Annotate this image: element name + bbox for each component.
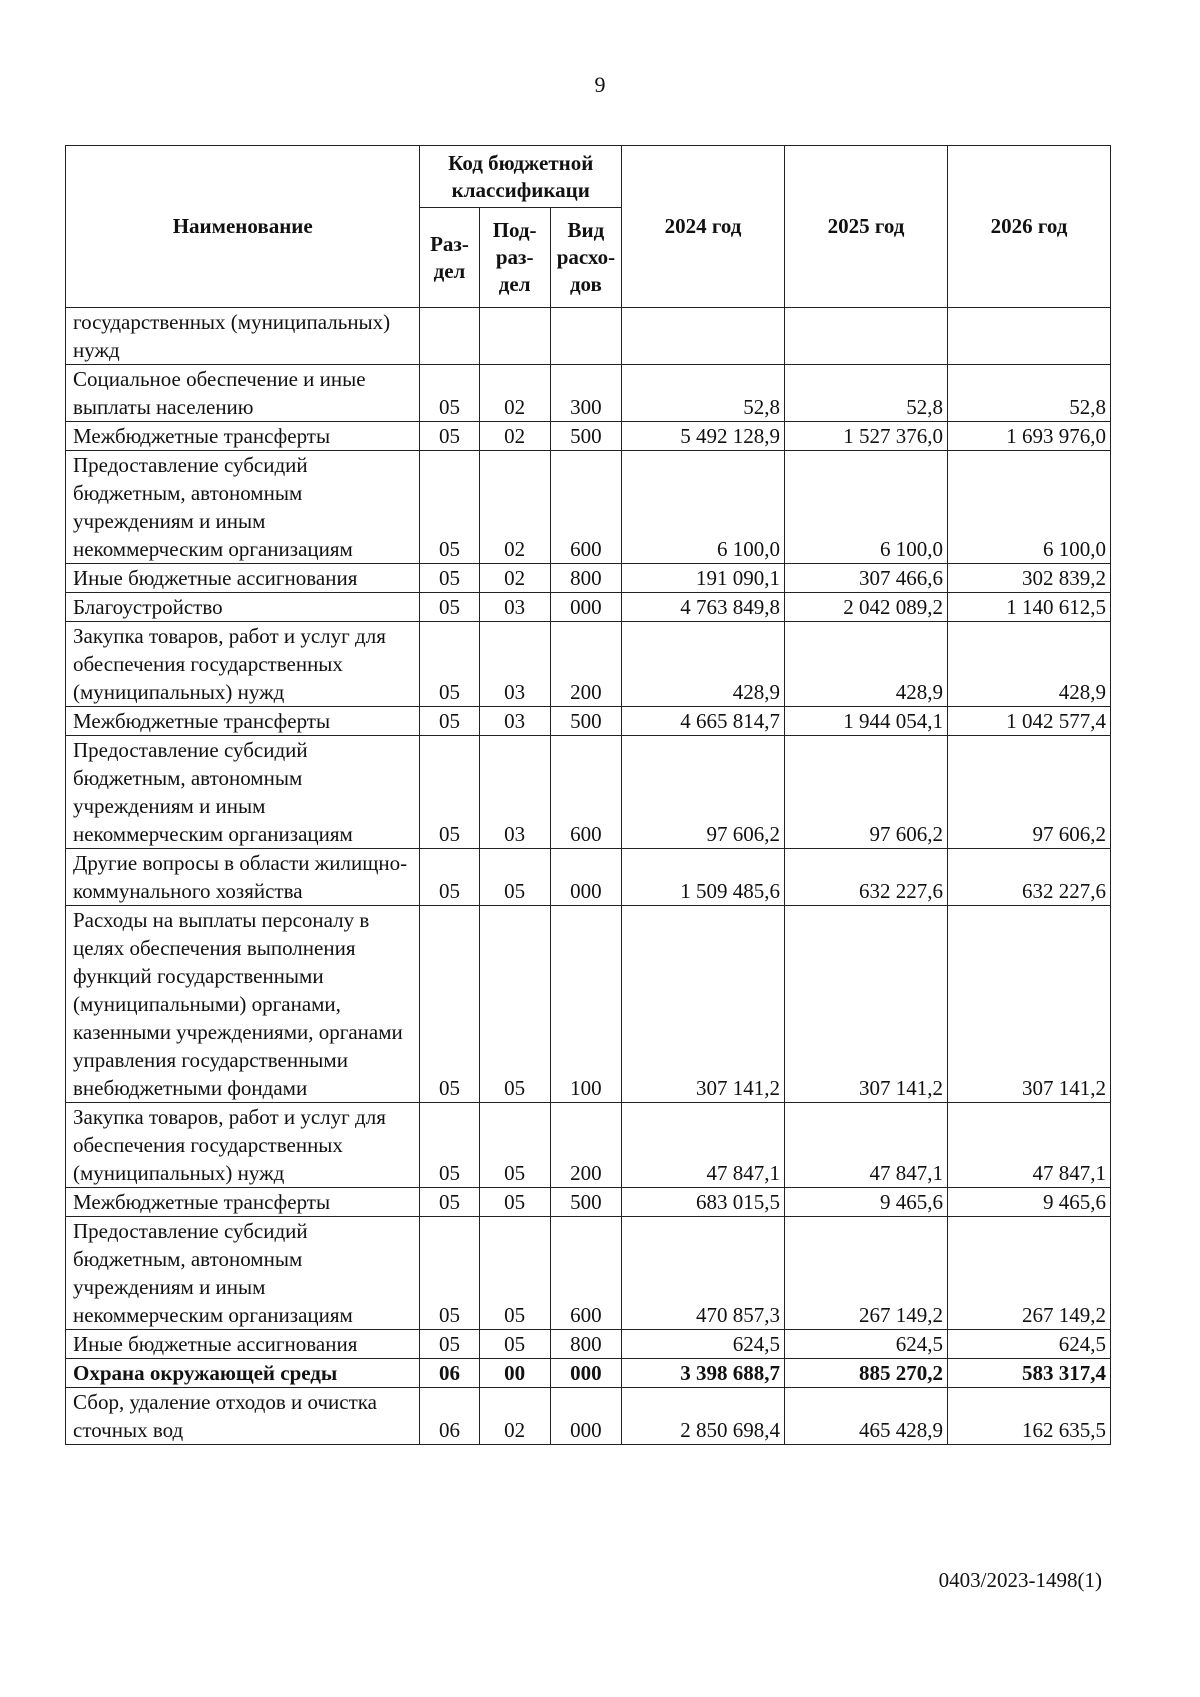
table-row [66,365,1111,422]
row-razdel: 05 [420,422,479,451]
row-vid: 100 [550,906,621,1103]
row-podrazdel: 05 [479,1188,550,1217]
row-2026 [947,308,1110,365]
row-2025 [785,308,948,365]
row-podrazdel: 05 [479,1103,550,1188]
row-2025: 97 606,2 [785,736,948,849]
table-row [66,308,1111,365]
row-2025: 6 100,0 [785,451,948,564]
header-2024: 2024 год [622,146,785,308]
table-row [66,1330,1111,1359]
row-2024: 52,8 [622,365,785,422]
header-2025: 2025 год [785,146,948,308]
row-razdel: 05 [420,622,479,707]
row-vid: 200 [550,1103,621,1188]
row-2024: 4 665 814,7 [622,707,785,736]
header-podrazdel: Под-раз-дел [479,208,550,308]
row-2024: 683 015,5 [622,1188,785,1217]
row-2026: 47 847,1 [947,1103,1110,1188]
row-name: Закупка товаров, работ и услуг для обеспечения государственных (муниципальных) нужд [66,1103,420,1188]
header-2026: 2026 год [947,146,1110,308]
header-code-group: Код бюджетной классификаци [420,146,622,208]
row-vid: 500 [550,1188,621,1217]
row-razdel: 05 [420,906,479,1103]
row-name: Другие вопросы в области жилищно-коммунального хозяйства [66,849,420,906]
row-podrazdel: 03 [479,593,550,622]
row-2026: 52,8 [947,365,1110,422]
row-2026: 97 606,2 [947,736,1110,849]
row-2024 [622,308,785,365]
row-podrazdel: 02 [479,422,550,451]
row-name: Иные бюджетные ассигнования [66,564,420,593]
row-podrazdel: 02 [479,365,550,422]
row-2024: 624,5 [622,1330,785,1359]
row-vid: 600 [550,451,621,564]
table-row [66,1388,1111,1445]
table-row [66,451,1111,564]
row-2025: 267 149,2 [785,1217,948,1330]
row-2024: 428,9 [622,622,785,707]
row-2025: 465 428,9 [785,1388,948,1445]
row-razdel: 05 [420,736,479,849]
document-id: 0403/2023-1498(1) [938,1568,1102,1592]
row-vid: 300 [550,365,621,422]
row-name: Охрана окружающей среды [66,1359,420,1388]
row-razdel: 05 [420,1188,479,1217]
row-vid: 000 [550,1388,621,1445]
row-2025: 885 270,2 [785,1359,948,1388]
row-2026: 583 317,4 [947,1359,1110,1388]
table-row [66,1217,1111,1330]
row-podrazdel: 03 [479,622,550,707]
row-2024: 47 847,1 [622,1103,785,1188]
row-2024: 191 090,1 [622,564,785,593]
page-number: 9 [594,72,606,97]
row-podrazdel [479,308,550,365]
row-2025: 1 944 054,1 [785,707,948,736]
row-2026: 307 141,2 [947,906,1110,1103]
row-name: Иные бюджетные ассигнования [66,1330,420,1359]
table-row [66,422,1111,451]
row-2024: 1 509 485,6 [622,849,785,906]
row-2025: 307 466,6 [785,564,948,593]
row-vid [550,308,621,365]
row-2024: 97 606,2 [622,736,785,849]
row-podrazdel: 02 [479,564,550,593]
row-2025: 1 527 376,0 [785,422,948,451]
table-row [66,593,1111,622]
row-2024: 6 100,0 [622,451,785,564]
table-row [66,622,1111,707]
row-vid: 600 [550,1217,621,1330]
header-vid: Вид расхо-дов [550,208,621,308]
table-body [66,308,1111,1445]
row-vid: 800 [550,1330,621,1359]
row-name: государственных (муниципальных) нужд [66,308,420,365]
row-podrazdel: 05 [479,1217,550,1330]
row-2026: 632 227,6 [947,849,1110,906]
row-2024: 470 857,3 [622,1217,785,1330]
row-podrazdel: 05 [479,1330,550,1359]
row-2024: 2 850 698,4 [622,1388,785,1445]
row-razdel [420,308,479,365]
row-vid: 500 [550,707,621,736]
row-2025: 307 141,2 [785,906,948,1103]
row-2026: 428,9 [947,622,1110,707]
row-2024: 4 763 849,8 [622,593,785,622]
row-2025: 52,8 [785,365,948,422]
row-podrazdel: 02 [479,451,550,564]
row-razdel: 06 [420,1388,479,1445]
row-2026: 302 839,2 [947,564,1110,593]
row-2025: 2 042 089,2 [785,593,948,622]
table-row [66,736,1111,849]
row-podrazdel: 02 [479,1388,550,1445]
row-2024: 307 141,2 [622,906,785,1103]
row-razdel: 05 [420,593,479,622]
row-vid: 000 [550,849,621,906]
row-name: Предоставление субсидий бюджетным, автономным учреждениям и иным некоммерческим организациям [66,736,420,849]
header-name: Наименование [66,146,420,308]
row-razdel: 05 [420,707,479,736]
row-name: Межбюджетные трансферты [66,1188,420,1217]
table-row [66,906,1111,1103]
table-row [66,564,1111,593]
row-2025: 9 465,6 [785,1188,948,1217]
row-razdel: 05 [420,365,479,422]
row-name: Предоставление субсидий бюджетным, автономным учреждениям и иным некоммерческим организациям [66,451,420,564]
row-name: Межбюджетные трансферты [66,422,420,451]
row-name: Расходы на выплаты персоналу в целях обеспечения выполнения функций государственными (муниципальными) органами, казенными учреждениями, органами управления государственными внебюджетными фондами [66,906,420,1103]
row-2026: 267 149,2 [947,1217,1110,1330]
row-2025: 47 847,1 [785,1103,948,1188]
row-2026: 1 042 577,4 [947,707,1110,736]
row-name: Межбюджетные трансферты [66,707,420,736]
row-razdel: 06 [420,1359,479,1388]
row-podrazdel: 03 [479,707,550,736]
row-name: Предоставление субсидий бюджетным, автономным учреждениям и иным некоммерческим организациям [66,1217,420,1330]
row-2024: 3 398 688,7 [622,1359,785,1388]
row-2024: 5 492 128,9 [622,422,785,451]
header-razdel: Раз-дел [420,208,479,308]
row-podrazdel: 03 [479,736,550,849]
budget-table [65,145,1111,1445]
row-name: Закупка товаров, работ и услуг для обеспечения государственных (муниципальных) нужд [66,622,420,707]
row-vid: 600 [550,736,621,849]
row-vid: 800 [550,564,621,593]
row-razdel: 05 [420,1330,479,1359]
row-razdel: 05 [420,451,479,564]
row-razdel: 05 [420,1217,479,1330]
row-name: Благоустройство [66,593,420,622]
row-2025: 428,9 [785,622,948,707]
row-vid: 200 [550,622,621,707]
row-podrazdel: 05 [479,906,550,1103]
row-podrazdel: 05 [479,849,550,906]
table-row [66,1103,1111,1188]
row-podrazdel: 00 [479,1359,550,1388]
row-2026: 9 465,6 [947,1188,1110,1217]
table-row [66,1359,1111,1388]
row-name: Социальное обеспечение и иные выплаты населению [66,365,420,422]
row-2026: 1 140 612,5 [947,593,1110,622]
row-razdel: 05 [420,849,479,906]
row-razdel: 05 [420,564,479,593]
row-2026: 6 100,0 [947,451,1110,564]
table-row [66,1188,1111,1217]
row-2026: 1 693 976,0 [947,422,1110,451]
row-2025: 624,5 [785,1330,948,1359]
row-razdel: 05 [420,1103,479,1188]
row-2026: 162 635,5 [947,1388,1110,1445]
row-vid: 000 [550,593,621,622]
table-header [66,146,1111,308]
row-vid: 500 [550,422,621,451]
table-row [66,707,1111,736]
table-row [66,849,1111,906]
row-name: Сбор, удаление отходов и очистка сточных вод [66,1388,420,1445]
row-2025: 632 227,6 [785,849,948,906]
row-2026: 624,5 [947,1330,1110,1359]
row-vid: 000 [550,1359,621,1388]
